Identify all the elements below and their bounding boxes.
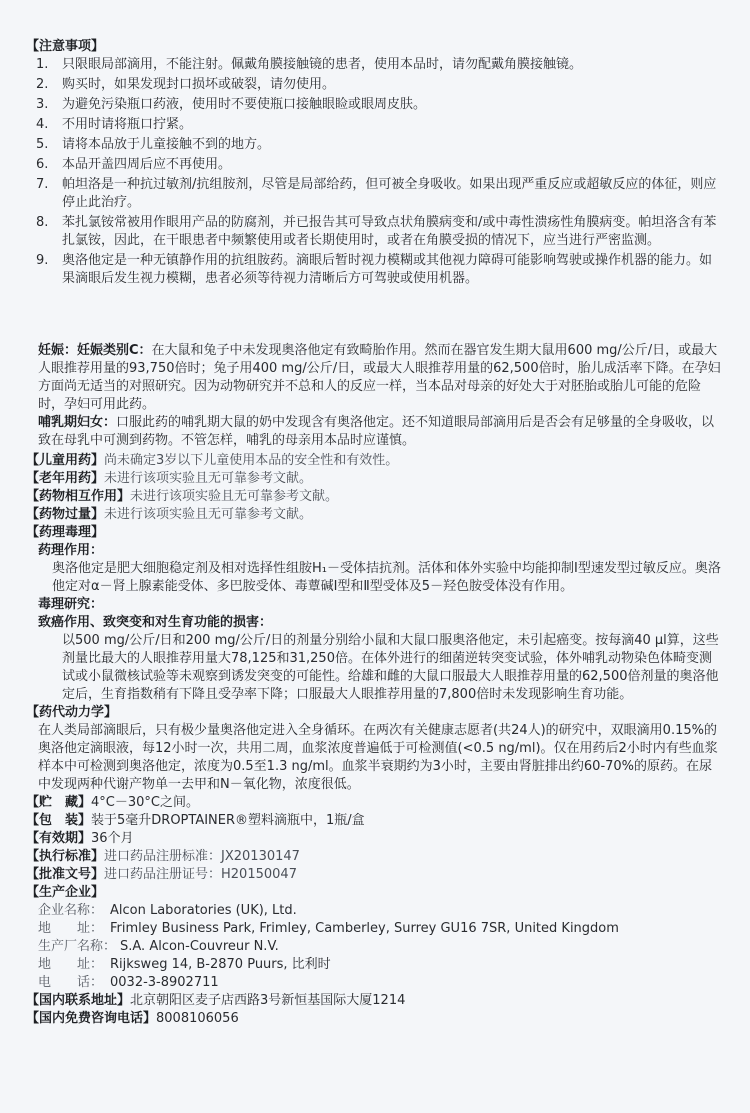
lactation-paragraph — [26, 414, 724, 450]
list-item-text: 为避免污染瓶口药液，使用时不要使瓶口接触眼睑或眼周皮肤。 — [62, 97, 427, 112]
address-label: 地 址： — [38, 921, 104, 936]
phone-row — [26, 974, 724, 992]
children-text: 尚未确定3岁以下儿童使用本品的安全性和有效性。 — [104, 453, 399, 468]
hotline-text: 8008106056 — [156, 1011, 239, 1026]
pharmacology-title: 药理作用： — [38, 543, 104, 558]
package-text: 装于5毫升DROPTAINER®塑料滴瓶中，1瓶/盒 — [91, 813, 365, 828]
list-item-number: 3. — [36, 97, 49, 112]
storage-section — [26, 794, 724, 812]
domestic-contact-text: 北京朝阳区麦子店西路3号新恒基国际大厦1214 — [130, 993, 406, 1008]
blank-gap — [26, 290, 724, 342]
list-item — [26, 96, 724, 114]
notes-list — [26, 56, 724, 288]
list-item-number: 8. — [36, 215, 49, 230]
approval-label: 【批准文号】 — [26, 867, 105, 882]
pk-section — [26, 704, 724, 794]
standard-text: 进口药品注册标准：JX20130147 — [104, 849, 300, 864]
factory-address-value: Rijksweg 14, B-2870 Puurs, 比利时 — [110, 957, 331, 972]
list-item-number: 6. — [36, 157, 49, 172]
factory-row — [26, 938, 724, 956]
list-item — [26, 176, 724, 212]
address-row — [26, 920, 724, 938]
elderly-text: 未进行该项实验且无可靠参考文献。 — [104, 471, 313, 486]
list-item-text: 本品开盖四周后应不再使用。 — [62, 157, 232, 172]
pregnancy-paragraph — [26, 342, 724, 414]
elderly-section — [26, 470, 724, 488]
carcinogenicity-title: 致癌作用、致突变和对生育功能的损害： — [38, 615, 273, 630]
hotline-section — [26, 1010, 724, 1028]
pharmacology-text: 奥洛他定是肥大细胞稳定剂及相对选择性组胺H₁－受体拮抗剂。活体和体外实验中均能抑制Ⅰ型速发型过敏反应。奥洛他定对α－肾上腺素能受体、多巴胺受体、毒蕈碱Ⅰ型和Ⅱ型受体及5－羟色胺受体没有作用。 — [52, 561, 721, 594]
approval-text: 进口药品注册证号：H20150047 — [104, 867, 297, 882]
pharm-tox-section — [26, 524, 724, 704]
list-item-text: 不用时请将瓶口拧紧。 — [62, 117, 193, 132]
phone-label: 电 话： — [38, 975, 104, 990]
list-item-text: 帕坦洛是一种抗过敏剂/抗组胺剂，尽管是局部给药，但可被全身吸收。如果出现严重反应或超敏反应的体征，则应停止此治疗。 — [62, 177, 717, 210]
manufacturer-heading: 【生产企业】 — [26, 885, 105, 900]
factory-address-label: 地 址： — [38, 957, 104, 972]
pregnancy-text: 在大鼠和兔子中未发现奥洛他定有致畸胎作用。然而在器官发生期大鼠用600 mg/公斤/日，或最大人眼推荐用量的93,750倍时；兔子用400 mg/公斤/日，或最大人眼推荐用量的62,500倍时，胎儿成活率下降。在孕妇方面尚无适当的对照研究。因为动物研究并不总和人的反应一样，当本品对母亲的好处大于对胚胎或胎儿可能的危险时，孕妇可用此药。 — [38, 343, 721, 412]
pharm-tox-heading: 【药理毒理】 — [26, 525, 105, 540]
standard-label: 【执行标准】 — [26, 849, 105, 864]
list-item-text: 只限眼局部滴用，不能注射。佩戴角膜接触镜的患者，使用本品时，请勿配戴角膜接触镜。 — [62, 57, 583, 72]
list-item — [26, 156, 724, 174]
validity-label: 【有效期】 — [26, 831, 92, 846]
list-item-number: 9. — [36, 253, 49, 268]
phone-value: 0032-3-8902711 — [110, 975, 219, 990]
pk-heading: 【药代动力学】 — [26, 705, 118, 720]
list-item — [26, 214, 724, 250]
list-item-text: 苯扎氯铵常被用作眼用产品的防腐剂，并已报告其可导致点状角膜病变和/或中毒性溃疡性角膜病变。帕坦洛含有苯扎氯铵，因此，在干眼患者中频繁使用或者长期使用时，或者在角膜受损的情况下，应当进行严密监测。 — [62, 215, 717, 248]
overdose-label: 【药物过量】 — [26, 507, 105, 522]
factory-value: S.A. Alcon-Couvreur N.V. — [120, 939, 279, 954]
list-item — [26, 56, 724, 74]
approval-section — [26, 866, 724, 884]
list-item-number: 2. — [36, 77, 49, 92]
list-item-number: 1. — [36, 57, 49, 72]
list-item — [26, 76, 724, 94]
company-value: Alcon Laboratories (UK), Ltd. — [110, 903, 297, 918]
list-item — [26, 136, 724, 154]
toxicology-title: 毒理研究： — [38, 597, 104, 612]
list-item-number: 7. — [36, 177, 49, 192]
standard-section — [26, 848, 724, 866]
children-label: 【儿童用药】 — [26, 453, 105, 468]
factory-address-row — [26, 956, 724, 974]
overdose-text: 未进行该项实验且无可靠参考文献。 — [104, 507, 313, 522]
storage-label: 【贮 藏】 — [26, 795, 92, 810]
company-label: 企业名称： — [38, 903, 104, 918]
package-label: 【包 装】 — [26, 813, 92, 828]
lactation-text: 口服此药的哺乳期大鼠的奶中发现含有奥洛他定。还不知道眼局部滴用后是否会有足够量的全身吸收，以致在母乳中可测到药物。不管怎样，哺乳的母亲用本品时应谨慎。 — [38, 415, 715, 448]
elderly-label: 【老年用药】 — [26, 471, 105, 486]
domestic-contact-section — [26, 992, 724, 1010]
factory-label: 生产厂名称： — [38, 939, 117, 954]
list-item-text: 购买时，如果发现封口损坏或破裂，请勿使用。 — [62, 77, 336, 92]
validity-section — [26, 830, 724, 848]
interaction-text: 未进行该项实验且无可靠参考文献。 — [130, 489, 339, 504]
pregnancy-label: 妊娠：妊娠类别C： — [38, 343, 152, 358]
package-section — [26, 812, 724, 830]
pk-text: 在人类局部滴眼后，只有极少量奥洛他定进入全身循环。在两次有关健康志愿者(共24人)的研究中，双眼滴用0.15%的奥洛他定滴眼液，每12小时一次，共用二周，血浆浓度普遍低于可检测值(<0.5 ng/ml)。仅在用药后2小时内有些血浆样本中可检测到奥洛他定，浓度为0.5至1.3 ng/ml。血浆半衰期约为3小时，主要由肾脏排出约60-70%的原药。在尿中发现两种代谢产物单一去甲和N－氧化物，浓度很低。 — [38, 723, 718, 792]
list-item-text: 请将本品放于儿童接触不到的地方。 — [62, 137, 271, 152]
carcinogenicity-text: 以500 mg/公斤/日和200 mg/公斤/日的剂量分别给小鼠和大鼠口服奥洛他定，未引起癌变。按每滴40 µl算，这些剂量比最大的人眼推荐用量大78,125和31,250倍。在体外进行的细菌逆转突变试验，体外哺乳动物染色体畸变测试或小鼠微核试验等未观察到诱发突变的可能性。给雄和雌的大鼠口服最大人眼推荐用量的62,500倍剂量的奥洛他定后，生育指数稍有下降且受孕率下降；口服最大人眼推荐用量的7,800倍时未发现影响生育功能。 — [62, 633, 719, 702]
children-section — [26, 452, 724, 470]
list-item-text: 奥洛他定是一种无镇静作用的抗组胺药。滴眼后暂时视力模糊或其他视力障碍可能影响驾驶或操作机器的能力。如果滴眼后发生视力模糊，患者必须等待视力清晰后方可驾驶或使用机器。 — [62, 253, 713, 286]
overdose-section — [26, 506, 724, 524]
list-item — [26, 116, 724, 134]
validity-text: 36个月 — [91, 831, 134, 846]
storage-text: 4°C－30°C之间。 — [91, 795, 199, 810]
lactation-label: 哺乳期妇女： — [38, 415, 117, 430]
list-item-number: 5. — [36, 137, 49, 152]
domestic-contact-label: 【国内联系地址】 — [26, 993, 131, 1008]
company-row — [26, 902, 724, 920]
manufacturer-section — [26, 884, 724, 992]
hotline-label: 【国内免费咨询电话】 — [26, 1011, 157, 1026]
interaction-section — [26, 488, 724, 506]
list-item-number: 4. — [36, 117, 49, 132]
interaction-label: 【药物相互作用】 — [26, 489, 131, 504]
notes-heading: 【注意事项】 — [26, 39, 105, 54]
list-item — [26, 252, 724, 288]
address-value: Frimley Business Park, Frimley, Camberley, Surrey GU16 7SR, United Kingdom — [110, 921, 619, 936]
